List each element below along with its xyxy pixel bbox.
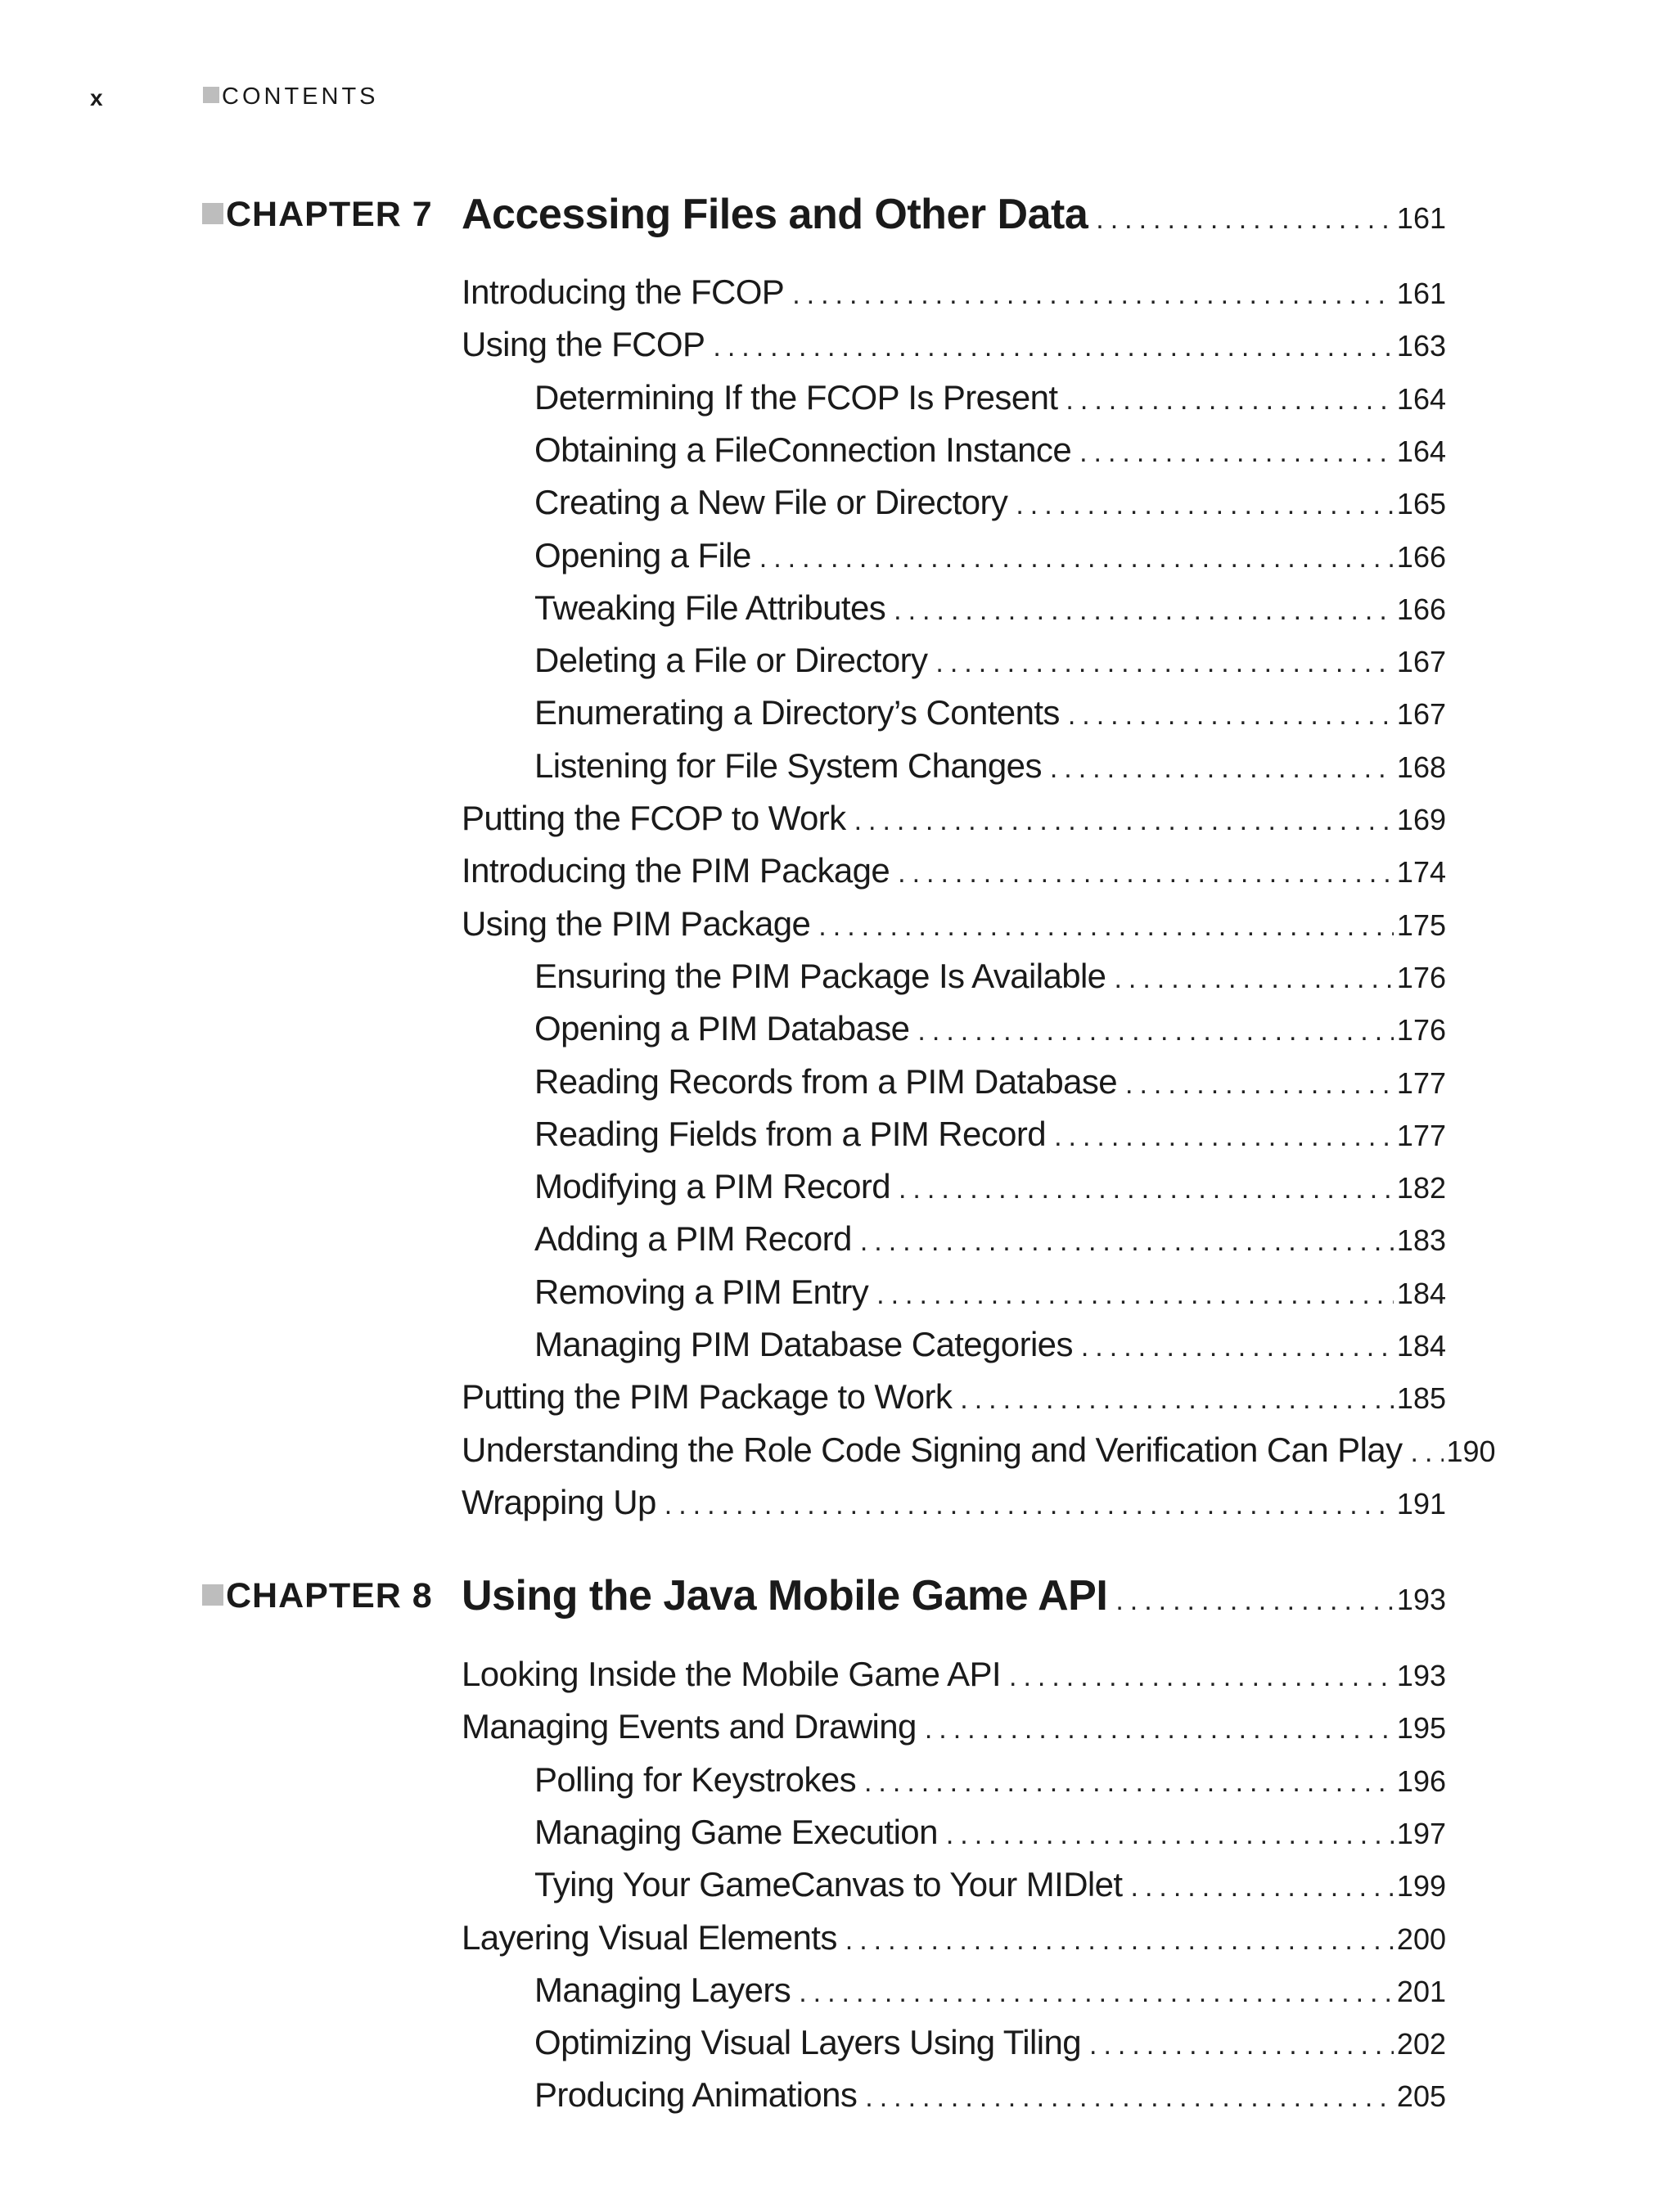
toc-entry[interactable] xyxy=(534,1805,1446,1858)
toc-page-number: 205 xyxy=(1396,2079,1446,2114)
toc-entry[interactable] xyxy=(534,1753,1446,1806)
dot-leader xyxy=(864,1756,1394,1809)
toc-page-number: 197 xyxy=(1396,1816,1446,1850)
toc-page-number: 161 xyxy=(1396,277,1446,310)
toc-entry[interactable] xyxy=(534,1318,1446,1371)
toc-entry-title: Modifying a PIM Record xyxy=(534,1167,890,1206)
chapter-label xyxy=(202,1563,433,1629)
dot-leader xyxy=(1096,187,1394,252)
dot-leader xyxy=(1016,479,1394,532)
toc-entry[interactable] xyxy=(534,1858,1446,1911)
toc-entry-title: Ensuring the PIM Package Is Available xyxy=(534,956,1106,995)
toc-entry[interactable] xyxy=(534,1107,1446,1160)
toc-entry-title: Removing a PIM Entry xyxy=(534,1272,869,1311)
dot-leader xyxy=(925,1703,1394,1756)
toc-page-number: 163 xyxy=(1396,329,1446,363)
dot-leader xyxy=(946,1809,1394,1862)
toc-entry-title: Creating a New File or Directory xyxy=(534,483,1008,522)
toc-entry-title: Adding a PIM Record xyxy=(534,1219,852,1259)
toc-entry[interactable] xyxy=(462,265,1446,318)
toc-entry-title: Producing Animations xyxy=(534,2075,858,2115)
toc-page-number: 164 xyxy=(1396,434,1446,468)
toc-entry[interactable] xyxy=(462,1423,1496,1476)
toc-page-number: 183 xyxy=(1396,1223,1446,1258)
running-head-label: CONTENTS xyxy=(222,83,379,110)
dot-leader xyxy=(1125,1058,1394,1111)
toc-entry[interactable] xyxy=(462,1700,1446,1753)
toc-page-number: 190 xyxy=(1446,1434,1496,1468)
dot-leader xyxy=(1081,1321,1394,1374)
toc-entry[interactable] xyxy=(534,633,1446,687)
toc-entry-title: Reading Fields from a PIM Record xyxy=(534,1114,1047,1153)
toc-entry-title: Managing Game Execution xyxy=(534,1812,938,1851)
toc-entry[interactable] xyxy=(462,1911,1446,1964)
dot-leader xyxy=(792,268,1394,322)
chapter-title: Using the Java Mobile Game API xyxy=(462,1572,1108,1620)
toc-page-number: 177 xyxy=(1396,1118,1446,1152)
dot-leader xyxy=(759,532,1394,585)
chapter-label xyxy=(202,182,433,247)
dot-leader xyxy=(1089,2019,1394,2072)
toc-entry-title: Understanding the Role Code Signing and Verification Can Play xyxy=(462,1430,1403,1469)
toc-entry-title: Polling for Keystrokes xyxy=(534,1759,856,1799)
toc-page-number: 195 xyxy=(1396,1711,1446,1746)
toc-entry-title: Introducing the PIM Package xyxy=(462,851,890,890)
toc-entry-title: Listening for File System Changes xyxy=(534,746,1042,785)
page-folio: x xyxy=(90,85,103,110)
toc-page-number: 199 xyxy=(1396,1869,1446,1903)
toc-entry-title: Opening a PIM Database xyxy=(534,1009,910,1048)
toc-entry-title: Managing PIM Database Categories xyxy=(534,1325,1073,1363)
toc-page-number: 176 xyxy=(1396,1013,1446,1047)
toc-page-number: 201 xyxy=(1396,1974,1446,2008)
dot-leader xyxy=(1115,1568,1394,1633)
dot-leader xyxy=(1079,426,1394,480)
toc-page-number: 165 xyxy=(1396,487,1446,521)
square-marker-icon xyxy=(203,87,219,103)
toc-page-number: 177 xyxy=(1396,1065,1446,1100)
toc-page-number: 196 xyxy=(1396,1764,1446,1798)
dot-leader xyxy=(960,1373,1394,1426)
toc-page-number: 184 xyxy=(1396,1276,1446,1310)
toc-entry[interactable] xyxy=(534,1055,1446,1108)
running-head-title xyxy=(203,83,379,110)
toc-page-number: 202 xyxy=(1396,2027,1446,2061)
toc-entry[interactable] xyxy=(534,949,1446,1002)
dot-leader xyxy=(713,321,1394,374)
toc-entry[interactable] xyxy=(534,529,1446,582)
toc-entry-title: Wrapping Up xyxy=(462,1482,656,1521)
chapter-label-text: CHAPTER 8 xyxy=(226,1576,433,1615)
chapter-label-text: CHAPTER 7 xyxy=(226,195,433,234)
toc-entry-title: Using the PIM Package xyxy=(462,903,811,943)
toc-page-number: 182 xyxy=(1396,1171,1446,1205)
chapter-page-number: 161 xyxy=(1396,201,1446,235)
chapter-title-row[interactable] xyxy=(462,182,1446,247)
dot-leader xyxy=(1114,953,1393,1006)
toc-entry[interactable] xyxy=(534,475,1446,529)
dot-leader xyxy=(1066,374,1394,427)
dot-leader xyxy=(917,1005,1394,1058)
toc-page-number: 176 xyxy=(1396,960,1446,994)
toc-entry[interactable] xyxy=(534,1265,1446,1318)
toc-entry[interactable] xyxy=(534,1002,1446,1055)
toc-page-number: 169 xyxy=(1396,803,1446,836)
toc-entry[interactable] xyxy=(462,844,1446,897)
toc-entry[interactable] xyxy=(534,581,1446,634)
toc-entry-title: Managing Layers xyxy=(534,1970,791,2009)
toc-entry-title: Putting the PIM Package to Work xyxy=(462,1377,953,1417)
toc-page-number: 193 xyxy=(1396,1659,1446,1692)
toc-entry-title: Introducing the FCOP xyxy=(462,273,785,311)
dot-leader xyxy=(876,1268,1394,1322)
dot-leader xyxy=(1068,689,1394,742)
toc-entry[interactable] xyxy=(462,1475,1446,1529)
toc-entry-title: Tying Your GameCanvas to Your MIDlet xyxy=(534,1865,1123,1904)
dot-leader xyxy=(894,584,1394,637)
toc-entry[interactable] xyxy=(462,897,1446,950)
chapter-page-number: 193 xyxy=(1396,1583,1446,1616)
toc-entry[interactable] xyxy=(534,2016,1446,2069)
chapter-title-row[interactable] xyxy=(462,1563,1446,1629)
toc-entry-title: Managing Events and Drawing xyxy=(462,1707,917,1746)
toc-entry[interactable] xyxy=(534,1212,1446,1265)
toc-entry[interactable] xyxy=(534,2068,1446,2121)
toc-entry[interactable] xyxy=(462,318,1446,371)
toc-entry[interactable] xyxy=(462,1370,1446,1423)
toc-page-number: 167 xyxy=(1396,645,1446,679)
dot-leader xyxy=(665,1479,1394,1532)
toc-entry[interactable] xyxy=(534,371,1446,424)
toc-entry-title: Determining If the FCOP Is Present xyxy=(534,377,1058,417)
dot-leader xyxy=(845,1914,1394,1967)
toc-entry[interactable] xyxy=(534,1963,1446,2016)
square-marker-icon xyxy=(202,1584,223,1606)
toc-page-number: 168 xyxy=(1396,750,1446,784)
toc-entry-title: Looking Inside the Mobile Game API xyxy=(462,1655,1002,1693)
dot-leader xyxy=(860,1215,1394,1268)
toc-page-number: 184 xyxy=(1396,1329,1446,1363)
dot-leader xyxy=(1009,1651,1394,1704)
toc-entry-title: Obtaining a FileConnection Instance xyxy=(534,430,1072,469)
running-head xyxy=(90,80,908,121)
dot-leader xyxy=(818,900,1394,953)
toc-entry-title: Opening a File xyxy=(534,535,751,574)
toc-page-number: 174 xyxy=(1396,855,1446,890)
dot-leader xyxy=(899,1163,1394,1216)
toc-page-number: 191 xyxy=(1396,1486,1446,1520)
toc-page-number: 200 xyxy=(1396,1921,1446,1956)
toc-entry-title: Using the FCOP xyxy=(462,325,705,364)
toc-entry[interactable] xyxy=(534,686,1446,739)
toc-entry[interactable] xyxy=(534,1160,1446,1213)
toc-entry-title: Reading Records from a PIM Database xyxy=(534,1061,1118,1101)
dot-leader xyxy=(935,637,1394,690)
toc-entry[interactable] xyxy=(462,1647,1446,1701)
toc-page-number: 185 xyxy=(1396,1381,1446,1416)
dot-leader xyxy=(898,847,1394,900)
dot-leader xyxy=(854,795,1394,848)
dot-leader xyxy=(799,1966,1394,2020)
toc-page-number: 166 xyxy=(1396,592,1446,626)
toc-page-number: 167 xyxy=(1396,697,1446,732)
toc-entry-title: Layering Visual Elements xyxy=(462,1917,837,1957)
toc-page-number: 166 xyxy=(1396,539,1446,574)
toc-entry-title: Deleting a File or Directory xyxy=(534,641,928,680)
toc-page-number: 164 xyxy=(1396,381,1446,416)
dot-leader xyxy=(1054,1111,1394,1164)
toc-entry[interactable] xyxy=(534,423,1446,476)
toc-entry-title: Enumerating a Directory’s Contents xyxy=(534,693,1060,732)
square-marker-icon xyxy=(202,203,223,224)
toc-entry-title: Optimizing Visual Layers Using Tiling xyxy=(534,2023,1081,2062)
dot-leader xyxy=(1131,1861,1394,1914)
dot-leader xyxy=(865,2071,1394,2124)
toc-page-number: 175 xyxy=(1396,908,1446,942)
dot-leader xyxy=(1050,742,1394,795)
chapter-title: Accessing Files and Other Data xyxy=(462,191,1088,238)
toc-entry-title: Tweaking File Attributes xyxy=(534,588,886,627)
toc-entry[interactable] xyxy=(462,791,1446,845)
toc-entry[interactable] xyxy=(534,739,1446,792)
toc-entry-title: Putting the FCOP to Work xyxy=(462,799,846,837)
dot-leader xyxy=(1411,1426,1444,1480)
